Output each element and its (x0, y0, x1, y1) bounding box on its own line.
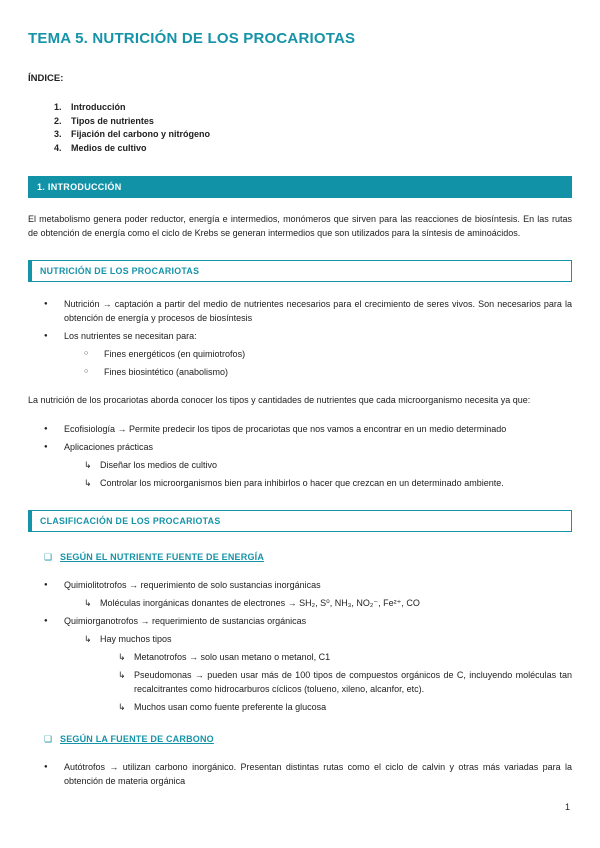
bullet-item (28, 650, 572, 664)
index-item (54, 101, 572, 115)
bullet-icon: ● (44, 582, 48, 588)
bullet-text: Moléculas inorgánicas donantes de electrones → SH₂, S⁰, NH₃, NO₂⁻, Fe²⁺, CO (100, 598, 420, 608)
index-item (54, 115, 572, 129)
index-item (54, 128, 572, 142)
index-heading: ÍNDICE: (28, 73, 64, 84)
bullet-item (28, 632, 572, 646)
intro-paragraph: El metabolismo genera poder reductor, energía e intermedios, monómeros que sirven para las reacciones de biosíntesis. En las rutas de obtención de energía como el ciclo de Krebs se generan intermedios que son utilizados para la síntesis de aminoácidos. (28, 214, 572, 238)
bullet-text: Muchos usan como fuente preferente la glucosa (134, 702, 327, 712)
bullet-icon: ● (44, 618, 48, 624)
bullet-icon: ● (44, 444, 48, 450)
bullet-item (28, 760, 572, 788)
index-item-number: 4. (54, 142, 62, 153)
arrow-bullet-icon: ↳ (84, 460, 92, 470)
bullet-text: Quimiorganotrofos → requerimiento de sustancias orgánicas (64, 616, 307, 626)
bullet-item (28, 422, 572, 436)
index-item-number: 1. (54, 102, 62, 112)
bullet-text: Ecofisiología → Permite predecir los tipos de procariotas que nos vamos a encontrar en un medio determinado (64, 424, 507, 434)
bullet-item (28, 347, 572, 361)
checkbox-icon: ❏ (44, 734, 53, 744)
carbon-bullet-list (28, 760, 572, 788)
bullet-text: Fines biosintético (anabolismo) (104, 367, 229, 377)
section-banner-introduccion: 1. INTRODUCCIÓN (28, 176, 572, 198)
subsection-heading-nutricion: NUTRICIÓN DE LOS PROCARIOTAS (28, 260, 572, 282)
bullet-text: Fines energéticos (en quimiotrofos) (104, 349, 246, 359)
bullet-item (28, 440, 572, 454)
circle-bullet-icon: ○ (84, 368, 89, 375)
bullet-text: Diseñar los medios de cultivo (100, 460, 218, 470)
bullet-item (28, 297, 572, 325)
page-title: TEMA 5. NUTRICIÓN DE LOS PROCARIOTAS (28, 30, 356, 47)
index-item-label: Fijación del carbono y nitrógeno (71, 129, 211, 139)
bullet-text: Los nutrientes se necesitan para: (64, 331, 197, 341)
nutrition-paragraph: La nutrición de los procariotas aborda conocer los tipos y cantidades de nutrientes que cada microorganismo necesita ya que: (28, 395, 531, 405)
nutrition-bullet-list (28, 297, 572, 379)
bullet-item (28, 668, 572, 696)
arrow-bullet-icon: ↳ (84, 598, 92, 608)
bullet-text: Pseudomonas → pueden usar más de 100 tipos de compuestos orgánicos de C, incluyendo moléculas tan recalcitrantes como hidrocarburos cíclicos (tolueno, xileno, alcanfor, etc). (134, 670, 572, 694)
carbon-source-heading-label: SEGÚN LA FUENTE DE CARBONO (60, 734, 214, 744)
bullet-item (28, 365, 572, 379)
bullet-text: Autótrofos → utilizan carbono inorgánico. Presentan distintas rutas como el ciclo de calvin y otras más variadas para la obtención de materia orgánica (64, 762, 572, 786)
bullet-icon: ● (44, 426, 48, 432)
energy-bullet-list (28, 578, 572, 714)
circle-bullet-icon: ○ (84, 350, 89, 357)
bullet-icon: ● (44, 301, 48, 307)
bullet-text: Metanotrofos → solo usan metano o metanol, C1 (134, 652, 331, 662)
bullet-item (28, 458, 572, 472)
arrow-bullet-icon: ↳ (118, 670, 126, 680)
bullet-item (28, 700, 572, 714)
arrow-bullet-icon: ↳ (84, 478, 92, 488)
page-number: 1 (564, 802, 570, 812)
ecophysiology-bullet-list (28, 422, 572, 490)
index-item-number: 2. (54, 115, 62, 126)
bullet-text: Hay muchos tipos (100, 634, 172, 644)
bullet-item (28, 614, 572, 628)
bullet-icon: ● (44, 333, 48, 339)
index-item-label: Tipos de nutrientes (71, 115, 154, 126)
index-item (54, 142, 572, 156)
subsection-heading-clasificacion: CLASIFICACIÓN DE LOS PROCARIOTAS (28, 510, 572, 532)
bullet-item (28, 329, 572, 343)
bullet-text: Quimiolitotrofos → requerimiento de solo sustancias inorgánicas (64, 580, 321, 590)
bullet-text: Nutrición → captación a partir del medio de nutrientes necesarios para el crecimiento de seres vivos. Son necesarios para la obtención de energía y procesos de biosíntesis (64, 299, 572, 323)
bullet-text: Controlar los microorganismos bien para inhibirlos o hacer que crezcan en un determinado ambiente. (100, 478, 504, 488)
index-list (54, 101, 572, 155)
bullet-item (28, 578, 572, 592)
checkbox-icon: ❏ (44, 552, 53, 562)
arrow-bullet-icon: ↳ (118, 702, 126, 712)
arrow-bullet-icon: ↳ (118, 652, 126, 662)
energy-source-heading-label: SEGÚN EL NUTRIENTE FUENTE DE ENERGÍA (60, 552, 265, 562)
bullet-text: Aplicaciones prácticas (64, 442, 154, 452)
bullet-icon: ● (44, 764, 48, 770)
index-item-number: 3. (54, 129, 62, 139)
index-item-label: Introducción (71, 102, 126, 112)
bullet-item (28, 476, 572, 490)
carbon-source-heading (28, 734, 572, 745)
energy-source-heading (28, 552, 572, 563)
bullet-item (28, 596, 572, 610)
index-item-label: Medios de cultivo (71, 142, 147, 153)
arrow-bullet-icon: ↳ (84, 634, 92, 644)
